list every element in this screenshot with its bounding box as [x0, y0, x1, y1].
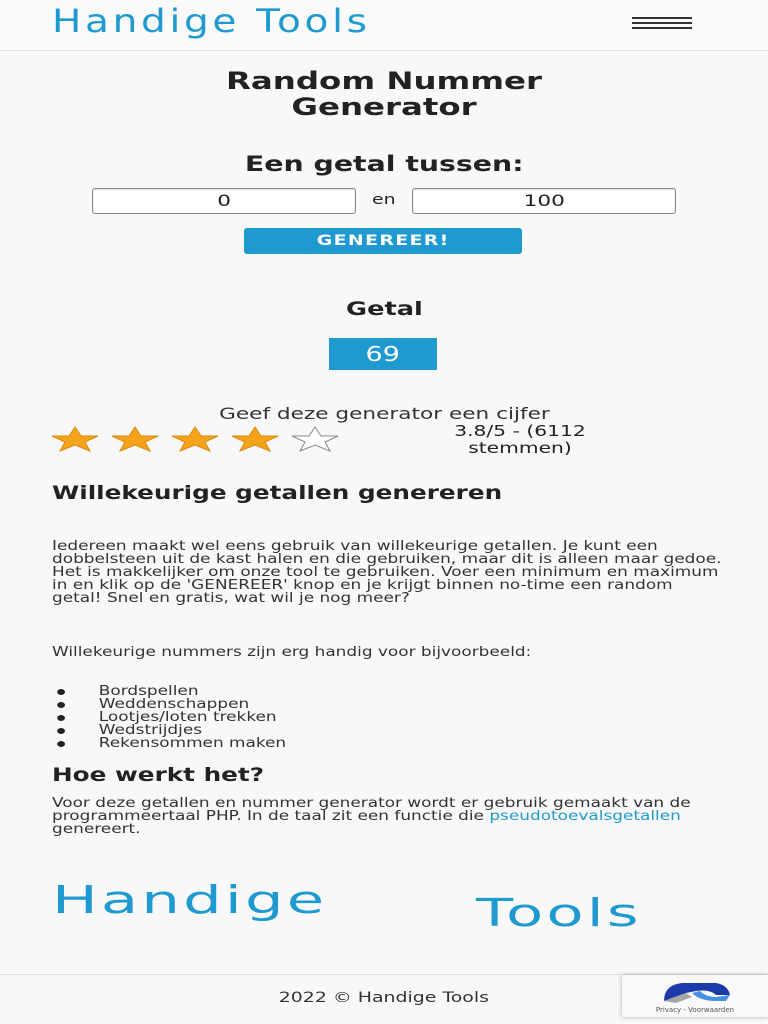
min-input[interactable]: 0 — [92, 188, 356, 214]
star-filled-icon[interactable] — [110, 426, 160, 452]
pseudo-random-link[interactable]: pseudotoevalsgetallen — [489, 809, 681, 824]
article-heading-2: Hoe werkt het? — [52, 764, 265, 786]
list-item: Rekensommen maken — [52, 737, 572, 750]
rating-stars — [50, 426, 350, 452]
recaptcha-icon — [656, 979, 734, 1005]
hamburger-menu-icon[interactable] — [632, 15, 692, 33]
recaptcha-badge[interactable] — [622, 975, 768, 1017]
star-empty-icon[interactable] — [290, 426, 340, 452]
article-heading-1: Willekeurige getallen genereren — [52, 482, 503, 504]
footer-logo-word-1: Handige — [52, 878, 328, 922]
range-subtitle: Een getal tussen: — [244, 152, 524, 176]
article-paragraph-2: Willekeurige nummers zijn erg handig voor bijvoorbeeld: — [52, 645, 532, 660]
star-filled-icon[interactable] — [50, 426, 100, 452]
generate-button[interactable]: GENEREER! — [244, 228, 522, 254]
footer-copyright: 2022 © Handige Tools — [278, 990, 490, 1006]
recaptcha-links[interactable]: Privacy - Voorwaarden — [655, 1006, 735, 1014]
site-logo[interactable]: Handige Tools — [52, 2, 371, 40]
footer-logo-word-2: Tools — [476, 891, 642, 935]
list-item: Bordspellen — [52, 685, 572, 698]
article-paragraph-1: Iedereen maakt wel eens gebruik van willekeurige getallen. Je kunt een dobbelsteen uit de kast halen en die gebruiken, maar dit is alleen maar gedoe. Het is makkelijker om onze tool te gebruiken. Voer een minimum en maximum in en klik op de 'GENEREER' knop en je krijgt binnen no-time een random getal! Snel en gratis, wat wil je nog meer? — [52, 539, 722, 606]
site-header — [0, 0, 768, 51]
rating-title: Geef deze generator een cijfer — [218, 404, 550, 423]
page-title — [0, 68, 768, 120]
list-item: Wedstrijdjes — [52, 724, 572, 737]
use-case-list — [52, 685, 722, 750]
list-item: Weddenschappen — [52, 698, 572, 711]
list-item: Lootjes/loten trekken — [52, 711, 572, 724]
rating-score: 3.8/5 - (6112 stemmen) — [454, 422, 586, 457]
article-paragraph-3: Voor deze getallen en nummer generator wordt er gebruik gemaakt van de programmeertaal PHP. In de taal zit een functie die pseudotoevalsgetallen genereert. — [52, 796, 691, 837]
page-title-text: Random Nummer Generator — [225, 67, 543, 121]
max-input[interactable]: 100 — [412, 188, 676, 214]
star-filled-icon[interactable] — [170, 426, 220, 452]
result-value: 69 — [329, 338, 437, 370]
star-filled-icon[interactable] — [230, 426, 280, 452]
result-label: Getal — [345, 298, 423, 320]
range-connector: en — [372, 192, 396, 208]
